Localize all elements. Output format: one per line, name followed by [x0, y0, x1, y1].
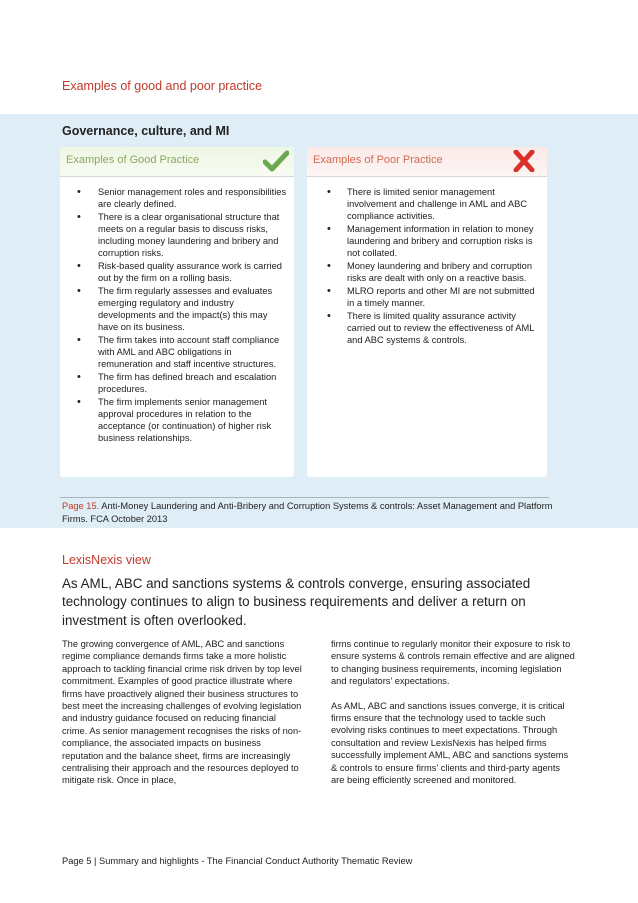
- good-practice-header: [60, 147, 294, 177]
- list-item: • Risk-based quality assurance work is carried out by the firm on a rolling basis.: [60, 260, 294, 284]
- poor-practice-header: [307, 147, 547, 177]
- body-column-left: [62, 638, 302, 799]
- body-paragraph: firms continue to regularly monitor their exposure to risk to ensure systems & controls remain effective and are aligned to changing business requirements, incoming legislation and regulators’ expectations.: [331, 639, 575, 687]
- page-footer: Page 5 | Summary and highlights - The Financial Conduct Authority Thematic Review: [62, 856, 413, 866]
- list-item: • Management information in relation to money laundering and bribery and corruption risks is not collated.: [307, 223, 547, 259]
- list-item: • Senior management roles and responsibilities are clearly defined.: [60, 186, 294, 210]
- list-item: • There is limited senior management involvement and challenge in AML and ABC compliance activities.: [307, 186, 547, 222]
- caption-text: Anti-Money Laundering and Anti-Bribery and Corruption Systems & controls: Asset Management and Platform Firms. FCA October 2013: [62, 501, 553, 524]
- good-practice-header-label: Examples of Good Practice: [66, 154, 200, 166]
- panel-title: Governance, culture, and MI: [62, 124, 230, 138]
- lexisnexis-heading: LexisNexis view: [62, 553, 151, 567]
- list-item: • The firm implements senior management approval procedures in relation to the acceptance (or continuation) of higher risk business relationships.: [60, 396, 294, 444]
- section-heading: Examples of good and poor practice: [62, 79, 263, 93]
- list-item: • MLRO reports and other MI are not submitted in a timely manner.: [307, 285, 547, 309]
- list-item: • The firm has defined breach and escalation procedures.: [60, 371, 294, 395]
- list-item: • The firm takes into account staff compliance with AML and ABC obligations in remuneration and staff incentive structures.: [60, 334, 294, 370]
- body-paragraph: The growing convergence of AML, ABC and sanctions regime compliance demands firms take a more holistic approach to tackling financial crime risk driven by top level commitment. Examples of good practice illustrate where firms have proactively aligned their business structures to best meet the increasing challenges of evolving legislation and industry guidance focused on reducing financial crime. As senior management recognises the risks of non-compliance, the associated impacts on business reputation and the balance sheet, firms are increasingly centralising their approach and the resources deployed to mitigate risk. Once in place,: [62, 639, 302, 786]
- good-practice-list: [60, 186, 294, 445]
- cross-icon: [511, 150, 537, 172]
- source-caption: [62, 500, 562, 526]
- list-item: • There is limited quality assurance activity carried out to review the effectiveness of AML and ABC systems & controls.: [307, 310, 547, 346]
- good-practice-box: [60, 147, 294, 477]
- checkmark-icon: [263, 150, 289, 172]
- list-item: • The firm regularly assesses and evaluates emerging regulatory and industry developments and the impact(s) this may have on its business.: [60, 285, 294, 333]
- list-item: • There is a clear organisational structure that meets on a regular basis to discuss risks, including money laundering and bribery and corruption risks.: [60, 211, 294, 259]
- list-item: • Money laundering and bribery and corruption risks are dealt with only on a reactive basis.: [307, 260, 547, 284]
- lexisnexis-lead: As AML, ABC and sanctions systems & controls converge, ensuring associated technology continues to align to business requirements and deliver a return on investment is often overlooked.: [62, 576, 531, 628]
- poor-practice-header-label: Examples of Poor Practice: [313, 154, 443, 166]
- caption-divider: [60, 497, 549, 498]
- poor-practice-box: [307, 147, 547, 477]
- body-paragraph: As AML, ABC and sanctions issues converge, it is critical firms ensure that the technology used to tackle such evolving risks continues to meet expectations. Through consultation and review LexisNexis has helped firms successfully implement AML, ABC and sanctions systems & controls to ensure firms’ clients and third-party agents are being efficiently screened and monitored.: [331, 700, 569, 786]
- body-column-right: [331, 638, 576, 798]
- poor-practice-list: [307, 186, 547, 347]
- caption-page-ref: Page 15.: [62, 501, 100, 511]
